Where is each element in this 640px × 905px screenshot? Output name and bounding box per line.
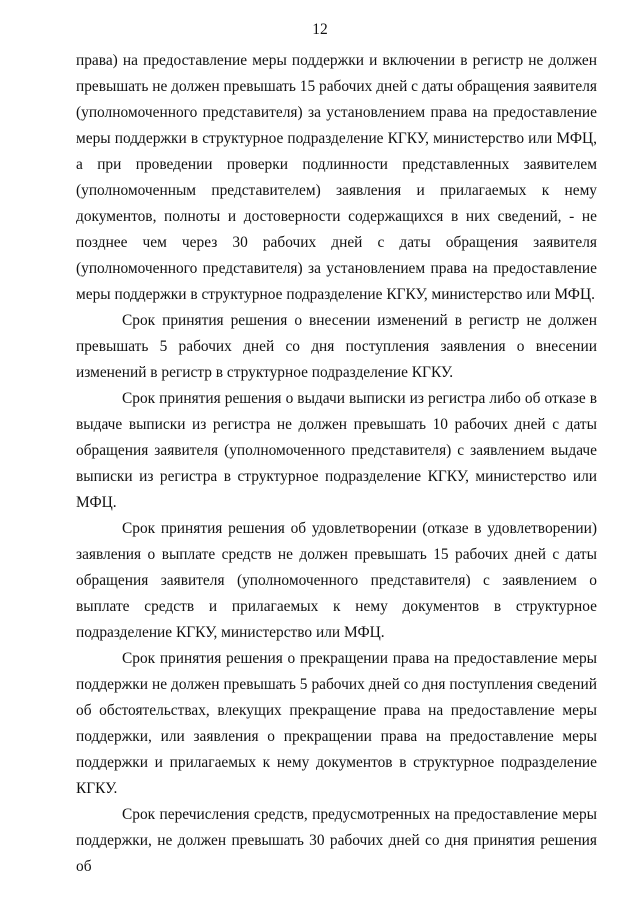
paragraph-transfer-deadline: Срок перечисления средств, предусмотренных на предоставление меры поддержки, не должен превышать 30 рабочих дней со дня принятия решения об xyxy=(76,806,597,875)
paragraph-continuation: права) на предоставление меры поддержки и включении в регистр не должен превышать не должен превышать 15 рабочих дней с даты обращения заявителя (уполномоченного представителя) за установлением права на предоставление меры поддержки в структурное подразделение КГКУ, министерство или МФЦ, а при проведении проверки подлинности представленных заявителем (уполномоченным представителем) заявления и прилагаемых к нему документов, полноты и достоверности содержащихся в них сведений, - не позднее чем через 30 рабочих дней с даты обращения заявителя (уполномоченного представителя) за установлением права на предоставление меры поддержки в структурное подразделение КГКУ, министерство или МФЦ. xyxy=(76,52,597,303)
paragraph-registry-changes-deadline: Срок принятия решения о внесении изменений в регистр не должен превышать 5 рабочих дней со дня поступления заявления о внесении изменений в регистр в структурное подразделение КГКУ. xyxy=(76,312,597,381)
paragraph-termination-decision-deadline: Срок принятия решения о прекращении права на предоставление меры поддержки не должен превышать 5 рабочих дней со дня поступления сведений об обстоятельствах, влекущих прекращение права на предоставление меры поддержки, или заявления о прекращении права на предоставление меры поддержки и прилагаемых к нему документов в структурное подразделение КГКУ. xyxy=(76,650,597,797)
paragraph-registry-extract-deadline: Срок принятия решения о выдачи выписки из регистра либо об отказе в выдаче выписки из регистра не должен превышать 10 рабочих дней с даты обращения заявителя (уполномоченного представителя) с заявлением выдаче выписки из регистра в структурное подразделение КГКУ, министерство или МФЦ. xyxy=(76,390,597,511)
paragraph-payment-decision-deadline: Срок принятия решения об удовлетворении (отказе в удовлетворении) заявления о выплате средств не должен превышать 15 рабочих дней с даты обращения заявителя (уполномоченного представителя) с заявлением о выплате средств и прилагаемых к нему документов в структурное подразделение КГКУ, министерство или МФЦ. xyxy=(76,520,597,641)
document-body xyxy=(76,48,597,880)
page-number: 12 xyxy=(312,21,328,38)
